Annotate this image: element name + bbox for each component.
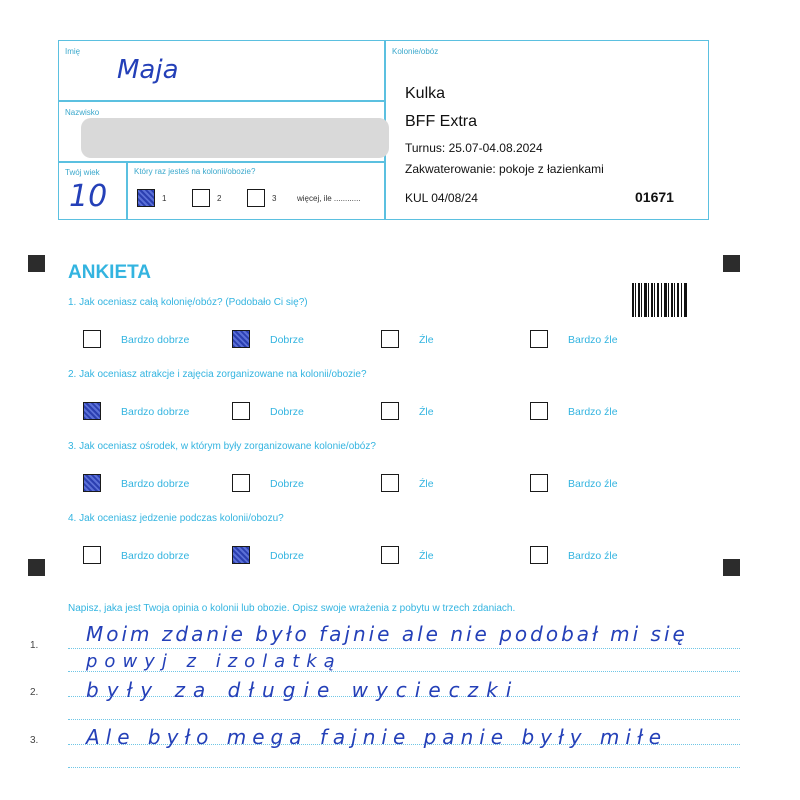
kolonie-label: Kolonie/obóz [392, 47, 439, 56]
question-2-checkbox[interactable] [530, 402, 548, 420]
question-1-checkbox[interactable] [530, 330, 548, 348]
camp-type: BFF Extra [405, 113, 478, 130]
ktory-raz-checkbox-3[interactable] [247, 189, 265, 207]
question-2-checkbox[interactable] [232, 402, 250, 420]
wiek-value: 10 [69, 179, 108, 214]
option-label: Dobrze [270, 478, 304, 490]
question-4: 4. Jak oceniasz jedzenie podczas kolonii/obozu? [68, 513, 284, 524]
ktory-raz-option-3: 3 [272, 194, 277, 203]
option-label: Dobrze [270, 550, 304, 562]
registration-marker [28, 559, 45, 576]
registration-marker [28, 255, 45, 272]
handwritten-line-3: Ale było mega fajnie panie były miłe [86, 725, 668, 749]
zakwaterowanie: Zakwaterowanie: pokoje z łazienkami [405, 162, 604, 176]
question-1-checkbox[interactable] [232, 330, 250, 348]
question-1: 1. Jak oceniasz całą kolonię/obóz? (Podobało Ci się?) [68, 297, 308, 308]
option-label: Źle [419, 334, 434, 346]
question-4-checkbox[interactable] [83, 546, 101, 564]
ktory-raz-checkbox-1[interactable] [137, 189, 155, 207]
handwritten-line-1: Moim zdanie było fajnie ale nie podobał mi się [86, 622, 688, 646]
imie-label: Imię [65, 47, 81, 56]
camp-code: KUL 04/08/24 [405, 191, 478, 205]
redacted-surname [81, 118, 389, 158]
option-label: Bardzo źle [568, 550, 618, 562]
question-3-checkbox[interactable] [530, 474, 548, 492]
ktory-raz-option-more: więcej, ile ............ [297, 194, 361, 203]
line-number: 2. [30, 687, 39, 698]
turnus: Turnus: 25.07-04.08.2024 [405, 141, 543, 155]
form-number: 01671 [635, 189, 674, 205]
option-label: Bardzo źle [568, 478, 618, 490]
header-form [58, 40, 709, 220]
header-divider [126, 161, 128, 219]
registration-marker [723, 559, 740, 576]
ktory-raz-label: Który raz jesteś na kolonii/obozie? [134, 167, 256, 176]
option-label: Bardzo dobrze [121, 550, 190, 562]
ktory-raz-option-2: 2 [217, 194, 222, 203]
handwritten-line-2: były za długie wycieczki [86, 678, 520, 702]
ktory-raz-checkbox-2[interactable] [192, 189, 210, 207]
question-3-checkbox[interactable] [381, 474, 399, 492]
question-2-checkbox[interactable] [83, 402, 101, 420]
question-3: 3. Jak oceniasz ośrodek, w którym były zorganizowane kolonie/obóz? [68, 441, 376, 452]
imie-value: Maja [117, 55, 179, 85]
question-3-checkbox[interactable] [232, 474, 250, 492]
dotted-line [68, 719, 740, 720]
question-4-checkbox[interactable] [381, 546, 399, 564]
header-divider [59, 161, 384, 163]
option-label: Dobrze [270, 334, 304, 346]
option-label: Źle [419, 550, 434, 562]
question-2: 2. Jak oceniasz atrakcje i zajęcia zorganizowane na kolonii/obozie? [68, 369, 367, 380]
option-label: Bardzo dobrze [121, 478, 190, 490]
option-label: Źle [419, 478, 434, 490]
line-number: 3. [30, 735, 39, 746]
option-label: Bardzo źle [568, 334, 618, 346]
option-label: Bardzo dobrze [121, 334, 190, 346]
dotted-line [68, 767, 740, 768]
nazwisko-label: Nazwisko [65, 108, 100, 117]
registration-marker [723, 255, 740, 272]
dotted-line [68, 648, 740, 649]
barcode-icon [632, 283, 688, 317]
header-divider [59, 100, 384, 102]
survey-title: ANKIETA [68, 262, 152, 283]
option-label: Bardzo dobrze [121, 406, 190, 418]
line-number: 1. [30, 640, 39, 651]
option-label: Bardzo źle [568, 406, 618, 418]
handwritten-line-1-continued: powyj z izolatką [86, 651, 342, 672]
question-2-checkbox[interactable] [381, 402, 399, 420]
ktory-raz-option-1: 1 [162, 194, 167, 203]
question-4-checkbox[interactable] [232, 546, 250, 564]
wiek-label: Twój wiek [65, 168, 100, 177]
camp-name: Kulka [405, 85, 446, 102]
question-3-checkbox[interactable] [83, 474, 101, 492]
question-4-checkbox[interactable] [530, 546, 548, 564]
option-label: Dobrze [270, 406, 304, 418]
question-1-checkbox[interactable] [83, 330, 101, 348]
question-1-checkbox[interactable] [381, 330, 399, 348]
option-label: Źle [419, 406, 434, 418]
opinion-prompt: Napisz, jaka jest Twoja opinia o kolonii lub obozie. Opisz swoje wrażenia z pobytu w trzech zdaniach. [68, 603, 516, 614]
